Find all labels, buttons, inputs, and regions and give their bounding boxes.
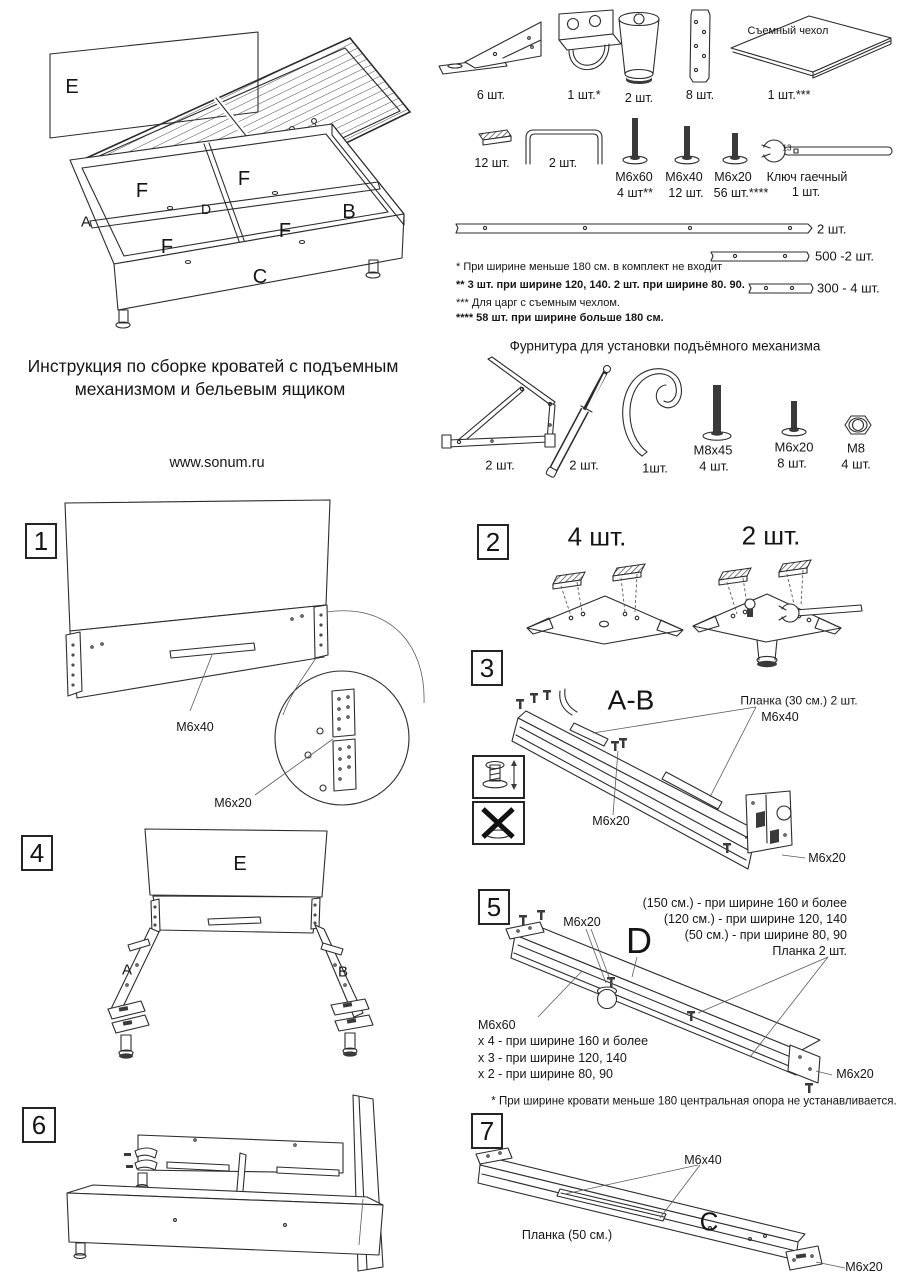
qty-label: 6 шт. <box>476 88 506 102</box>
part-label-c: C <box>699 1206 719 1237</box>
bolt-callout: М6х20 <box>845 1260 883 1274</box>
bolt-callout: М6х40 <box>761 710 799 724</box>
qty-label: 2 шт. <box>569 457 599 473</box>
corner-bracket-icon <box>437 14 549 80</box>
bed-leg <box>119 310 128 323</box>
qty-label: 1 шт.* <box>567 88 601 102</box>
plank-note: Планка 2 шт. <box>772 944 847 958</box>
kit-note: ** 3 шт. при ширине 120, 140. 2 шт. при ширине 80. 90. <box>456 278 745 291</box>
qty-label: 1 шт.*** <box>767 88 811 102</box>
qty-label: 56 шт.**** <box>713 186 769 200</box>
qty-label: 300 - 4 шт. <box>817 280 880 296</box>
central-support-leg <box>598 990 617 1009</box>
plank-note: (120 см.) - при ширине 120, 140 <box>663 912 847 926</box>
qty-label: 2 шт. <box>817 221 847 237</box>
part-label-f4: F <box>278 219 292 242</box>
step3-title: А-В <box>607 684 655 716</box>
qty-label: 12 шт. <box>474 156 510 170</box>
size-label: М6х40 <box>665 170 703 184</box>
leg-icon <box>616 10 662 86</box>
bolt-m6x40-icon <box>672 126 702 166</box>
plank-callout: Планка (30 см.) 2 шт. <box>740 693 858 708</box>
plank-note: (150 см.) - при ширине 160 и более <box>642 896 847 910</box>
step-number-text: 6 <box>31 1109 47 1140</box>
side-rail-left <box>110 928 159 1015</box>
strap-icon <box>614 364 688 460</box>
qty-label: 1 шт. <box>791 185 821 199</box>
step-number-text: 7 <box>479 1115 495 1146</box>
part-label-a: A <box>80 213 92 231</box>
bed-overview-diagram <box>20 10 440 345</box>
step-number-text: 1 <box>33 525 49 556</box>
website-link: www.sonum.ru <box>169 454 265 471</box>
step3-side-rail-diagram <box>460 645 900 885</box>
lift-section-title: Фурнитура для установки подъёмного механизма <box>509 338 821 354</box>
bolt-callout: М6х20 <box>563 915 601 929</box>
kit-note: **** 58 шт. при ширине больше 180 см. <box>456 311 664 324</box>
kit-note: * При ширине меньше 180 см. в комплект не входит <box>456 260 723 273</box>
qty-label: 12 шт. <box>668 186 704 200</box>
step-number-text: 5 <box>486 891 502 922</box>
qty-label: 4 шт** <box>617 186 653 200</box>
part-label-d: D <box>626 919 652 961</box>
bolt-callout: М6х40 <box>176 720 214 734</box>
size-label: М8х45 <box>693 442 733 458</box>
step-number-text: 4 <box>29 837 45 868</box>
qty-label: 2 шт. <box>548 156 578 170</box>
part-label-c: C <box>252 265 268 288</box>
part-label-f2: F <box>237 167 251 190</box>
bolt-callout: М6х20 <box>592 814 630 828</box>
qty-label: 500 -2 шт. <box>815 248 875 264</box>
size-label: М6х20 <box>714 170 752 184</box>
qty-corner-brackets: 4 шт. <box>567 521 627 552</box>
size-label: М6х60 <box>615 170 653 184</box>
bolt-note: х 2 - при ширине 80, 90 <box>478 1067 613 1081</box>
bolt-note: х 4 - при ширине 160 и более <box>478 1034 649 1048</box>
qty-label: 2 шт. <box>485 457 515 473</box>
cover-label: Съемный чехол <box>747 24 829 37</box>
bolt-callout: М6х20 <box>836 1067 874 1081</box>
bolt-callout: М6х60 <box>478 1018 516 1032</box>
step-number-text: 2 <box>485 526 501 557</box>
bolt-m6x20-icon <box>780 401 808 439</box>
size-label: М6х20 <box>774 439 814 455</box>
center-leg-bracket-icon <box>551 8 625 82</box>
bolt-m6x60-icon <box>620 118 650 166</box>
plank-long-icon <box>455 221 813 237</box>
plank-300-icon <box>748 281 814 297</box>
part-label-b: B <box>337 963 349 981</box>
bolt-m6x20-icon <box>720 133 750 166</box>
qty-label: 4 шт. <box>699 458 729 474</box>
page-title-line2: механизмом и бельевым ящиком <box>74 379 346 400</box>
bolt-m8x45-icon <box>701 385 733 443</box>
part-label-a: A <box>121 961 133 979</box>
plank-callout: Планка (50 см.) <box>521 1228 613 1242</box>
bolt-callout: М6х20 <box>808 851 846 865</box>
step5-footnote: * При ширине кровати меньше 180 центральная опора не устанавливается. <box>491 1095 897 1108</box>
headboard-rail <box>153 896 318 933</box>
size-label: М8 <box>846 440 866 456</box>
qty-label: 4 шт. <box>841 456 871 472</box>
removable-cover-icon <box>727 12 897 78</box>
glide-pad-icon <box>473 126 513 148</box>
part-label-headboard: E <box>233 852 247 875</box>
wrench-icon <box>758 138 898 166</box>
qty-label: 1шт. <box>642 460 668 476</box>
step-number-text: 3 <box>479 652 495 683</box>
part-label-f3: F <box>160 235 174 258</box>
kit-note: *** Для царг с съемным чехлом. <box>456 296 620 309</box>
bolt-callout: М6х20 <box>214 796 252 810</box>
part-label-headboard: E <box>65 75 79 98</box>
step6-frame-box-diagram <box>15 1095 455 1280</box>
qty-label: 8 шт. <box>685 88 715 102</box>
wrench-size-mark: 13 <box>782 143 792 153</box>
part-label-b: B <box>342 200 356 223</box>
nut-m8-icon <box>844 414 872 438</box>
qty-label: 2 шт. <box>624 91 654 105</box>
qty-leg-brackets: 2 шт. <box>741 520 801 551</box>
step7-front-panel-diagram <box>460 1110 900 1280</box>
part-label-f1: F <box>135 179 149 202</box>
bolt-callout: М6х40 <box>684 1153 722 1167</box>
plank-500-icon <box>710 249 810 265</box>
plank-note: (50 см.) - при ширине 80, 90 <box>684 928 847 942</box>
bolt-note: х 3 - при ширине 120, 140 <box>478 1051 627 1065</box>
lift-mechanism-icon <box>438 357 556 449</box>
step1-headboard-diagram <box>20 495 450 830</box>
part-label-d: D <box>200 201 212 218</box>
tool-label: Ключ гаечный <box>766 170 848 184</box>
page-title-line1: Инструкция по сборке кроватей с подъемным <box>27 356 399 377</box>
mounting-plate-icon <box>682 8 718 84</box>
side-rail-board <box>518 711 762 841</box>
qty-label: 8 шт. <box>777 455 807 471</box>
